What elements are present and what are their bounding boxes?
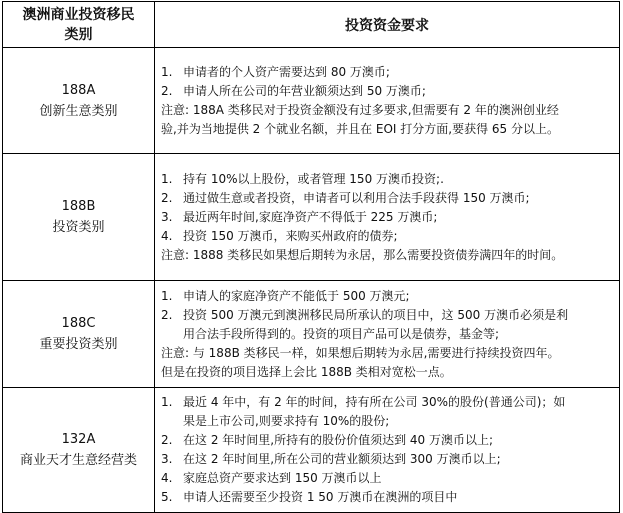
- requirement-text: 但是在投资的项目选择上会比 188B 类相对宽松一点。: [161, 364, 452, 379]
- category-header: [3, 2, 155, 48]
- requirement-text: 在这 2 年时间里,所在公司的营业额须达到 300 万澳币以上;: [183, 452, 501, 466]
- table-row: [3, 388, 620, 513]
- requirement-number: 1.: [161, 171, 173, 186]
- requirement-number: 3.: [161, 452, 173, 466]
- requirement-number: 2.: [161, 83, 173, 98]
- requirement-line: [161, 450, 615, 469]
- category-header-line-2: 类别: [64, 26, 93, 43]
- requirement-line: [161, 189, 615, 208]
- requirement-line: [161, 363, 615, 382]
- category-name: 商业天才生意经营类: [19, 453, 137, 468]
- requirement-line: [161, 120, 615, 139]
- table-row: [3, 154, 620, 281]
- requirement-text: 果是上市公司,则要求持有 10%的股份;: [183, 414, 390, 428]
- requirement-line: [161, 227, 615, 246]
- requirement-number: 4.: [161, 471, 173, 485]
- category-name: 创新生意类别: [39, 103, 118, 119]
- table-row: [3, 281, 620, 388]
- requirement-number: 3.: [161, 209, 173, 224]
- requirement-text: 持有 10%以上股份，或者管理 150 万澳币投资;.: [183, 171, 444, 186]
- requirement-line: [161, 170, 615, 189]
- category-name: 重要投资类别: [39, 337, 118, 352]
- table-row: [3, 48, 620, 154]
- requirement-line: [161, 325, 615, 344]
- requirement-text: 家庭总资产要求达到 150 万澳币以上: [183, 471, 382, 485]
- requirement-text: 注意: 与 188B 类移民一样，如果想后期转为永居,需要进行持续投资四年。: [161, 345, 560, 360]
- requirement-text: 最近两年时间,家庭净资产不得低于 225 万澳币;: [183, 209, 438, 224]
- requirements-header: 投资资金要求: [155, 2, 620, 48]
- requirement-line: [161, 208, 615, 227]
- requirement-line: [161, 306, 615, 325]
- requirement-line: [161, 412, 615, 431]
- requirements-cell: [155, 388, 620, 513]
- requirement-line: [161, 469, 615, 488]
- requirement-text: 投资 500 万澳元到澳洲移民局所承认的项目中，这 500 万澳币必须是利: [183, 307, 569, 322]
- requirement-line: [161, 82, 615, 101]
- requirement-number: 1.: [161, 288, 173, 303]
- requirement-text: 验,并为当地提供 2 个就业名额，并且在 EOI 打分方面,要获得 65 分以上。: [161, 121, 559, 136]
- requirement-text: 用合法手段所得到的。投资的项目产品可以是债券，基金等;: [183, 326, 500, 341]
- requirement-text: 通过做生意或者投资，申请者可以利用合法手段获得 150 万澳币;: [183, 190, 530, 205]
- requirements-cell: [155, 48, 620, 154]
- category-code: 188B: [61, 199, 96, 214]
- requirement-line: [161, 246, 615, 265]
- requirement-number: 1.: [161, 395, 173, 409]
- requirement-text: 在这 2 年时间里,所持有的股份价值须达到 40 万澳币以上;: [183, 433, 494, 447]
- requirement-number: 1.: [161, 64, 173, 79]
- header-row: [3, 2, 620, 48]
- requirement-line: [161, 101, 615, 120]
- requirement-text: 申请者的个人资产需要达到 80 万澳币;: [183, 64, 390, 79]
- category-cell: [3, 48, 155, 154]
- requirement-number: 2.: [161, 307, 173, 322]
- requirement-line: [161, 344, 615, 363]
- requirement-line: [161, 431, 615, 450]
- requirement-text: 申请人所在公司的年营业额须达到 50 万澳币;: [183, 83, 426, 98]
- category-cell: [3, 154, 155, 281]
- requirement-number: 2.: [161, 433, 173, 447]
- category-code: 188A: [61, 82, 96, 98]
- category-header-line-1: 澳洲商业投资移民: [22, 6, 135, 23]
- requirement-text: 申请人还需要至少投资 1 50 万澳币在澳洲的项目中: [183, 490, 458, 504]
- category-cell: [3, 281, 155, 388]
- requirement-number: 4.: [161, 228, 173, 243]
- investment-requirements-table: [2, 1, 620, 513]
- category-code: 132A: [61, 432, 96, 447]
- requirement-text: 注意: 1888 类移民如果想后期转为永居，那么需要投资债券满四年的时间。: [161, 247, 564, 262]
- category-cell: [3, 388, 155, 513]
- requirement-text: 申请人的家庭净资产不能低于 500 万澳元;: [183, 288, 410, 303]
- requirement-text: 最近 4 年中，有 2 年的时间，持有所在公司 30%的股份(普通公司)；如: [183, 395, 566, 409]
- category-code: 188C: [61, 316, 96, 331]
- requirement-line: [161, 393, 615, 412]
- requirement-number: 2.: [161, 190, 173, 205]
- requirement-line: [161, 63, 615, 82]
- requirements-cell: [155, 154, 620, 281]
- requirement-line: [161, 488, 615, 507]
- requirement-line: [161, 287, 615, 306]
- requirement-text: 注意: 188A 类移民对于投资金额没有过多要求,但需要有 2 年的澳洲创业经: [161, 102, 559, 117]
- requirement-text: 投资 150 万澳币，来购买州政府的债券;: [183, 228, 398, 243]
- requirements-cell: [155, 281, 620, 388]
- requirement-number: 5.: [161, 490, 173, 504]
- category-name: 投资类别: [52, 220, 105, 235]
